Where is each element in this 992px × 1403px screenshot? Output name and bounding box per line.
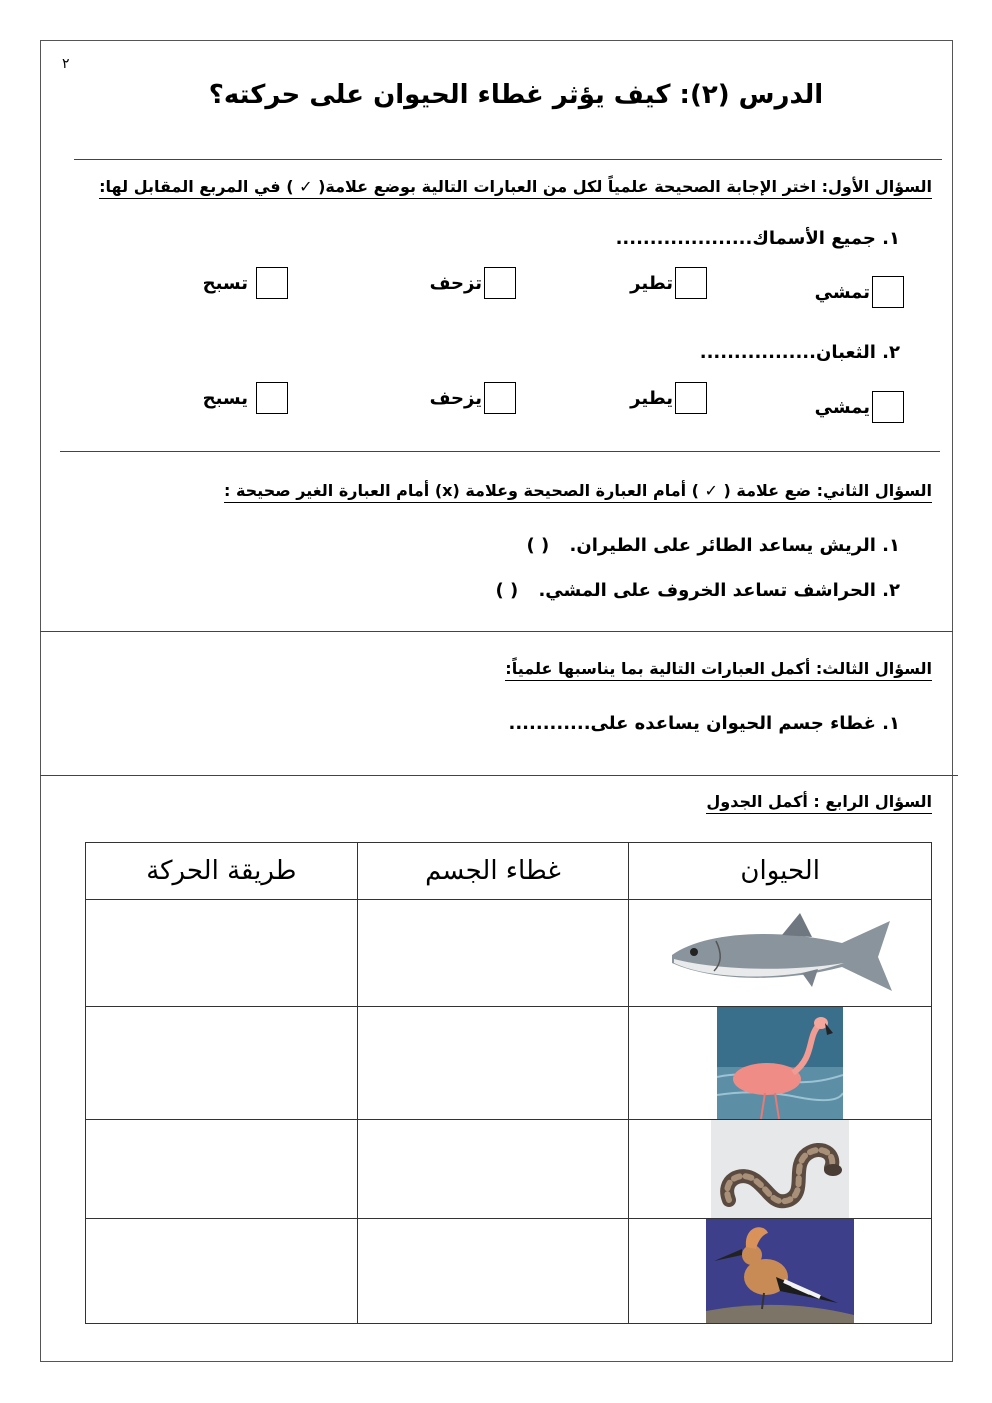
q1-item-1-option-1[interactable] (815, 276, 904, 308)
q1-heading (99, 177, 932, 199)
body-covering-cell[interactable] (357, 1007, 629, 1120)
q2-instruction: : ضع علامة ( ✓ ) أمام العبارة الصحيحة وعلامة (x) أمام العبارة الغير صحيحة : (223, 481, 824, 500)
q1-item-2-option-4[interactable] (203, 382, 288, 414)
divider (40, 631, 953, 632)
header-movement: طريقة الحركة (86, 843, 358, 900)
q3-heading (505, 659, 932, 681)
table-header-row (86, 843, 932, 900)
page-title: الدرس (٢): كيف يؤثر غطاء الحيوان على حركته؟ (208, 80, 824, 110)
option-label: تطير (630, 272, 673, 294)
option-label: يزحف (429, 387, 482, 409)
table-row (86, 900, 932, 1007)
option-label: تمشي (814, 281, 870, 303)
q4-label: السؤال الرابع (825, 792, 932, 811)
flamingo-image (629, 1007, 932, 1120)
movement-cell[interactable] (86, 1219, 358, 1324)
body-covering-cell[interactable] (357, 900, 629, 1007)
fish-image (629, 900, 932, 1007)
q1-item-1: ١. جميع الأسماك.................... (615, 228, 900, 249)
statement: ٢. الحراشف تساعد الخروف على المشي. (538, 580, 900, 601)
checkbox[interactable] (484, 382, 516, 414)
table-row (86, 1007, 932, 1120)
checkbox[interactable] (484, 267, 516, 299)
movement-cell[interactable] (86, 1120, 358, 1219)
body-covering-cell[interactable] (357, 1120, 629, 1219)
header-animal: الحيوان (629, 843, 932, 900)
q1-item-1-option-2[interactable] (630, 267, 707, 299)
option-label: يسبح (202, 387, 248, 409)
q2-label: السؤال الثاني (823, 481, 932, 500)
hoopoe-image (629, 1219, 932, 1324)
q1-item-2: ٢. الثعبان................. (699, 342, 900, 363)
snake-image (629, 1120, 932, 1219)
header-body-covering: غطاء الجسم (357, 843, 629, 900)
q1-item-2-option-2[interactable] (630, 382, 707, 414)
option-label: يطير (630, 387, 673, 409)
q1-item-1-option-3[interactable] (430, 267, 516, 299)
statement: ١. الريش يساعد الطائر على الطيران. (569, 535, 900, 556)
page-number: ٢ (62, 56, 70, 72)
movement-cell[interactable] (86, 900, 358, 1007)
animals-table (85, 842, 932, 1324)
checkbox[interactable] (256, 382, 288, 414)
checkbox[interactable] (872, 391, 904, 423)
body-covering-cell[interactable] (357, 1219, 629, 1324)
q1-item-2-option-1[interactable] (815, 391, 904, 423)
q1-instruction: : اختر الإجابة الصحيحة علمياً لكل من العبارات التالية بوضع علامة( ✓ ) في المربع المقابل لها: (99, 177, 829, 196)
divider (74, 159, 942, 160)
table-row (86, 1120, 932, 1219)
q2-item-1 (527, 535, 900, 556)
q1-item-2-option-3[interactable] (430, 382, 516, 414)
q2-heading (224, 481, 932, 503)
divider (60, 451, 940, 452)
divider (40, 775, 958, 776)
q3-item-1: ١. غطاء جسم الحيوان يساعده على............ (508, 713, 900, 734)
option-label: يمشي (814, 396, 870, 418)
checkbox[interactable] (872, 276, 904, 308)
answer-blank[interactable]: ( ) (495, 580, 519, 601)
q2-item-2 (495, 580, 900, 601)
checkbox[interactable] (675, 267, 707, 299)
q4-instruction: : أكمل الجدول (706, 792, 826, 811)
q1-label: السؤال الأول (828, 177, 932, 196)
checkbox[interactable] (675, 382, 707, 414)
q1-item-1-option-4[interactable] (203, 267, 288, 299)
answer-blank[interactable]: ( ) (526, 535, 550, 556)
q4-heading (706, 792, 932, 814)
table-row (86, 1219, 932, 1324)
option-label: تزحف (429, 272, 482, 294)
checkbox[interactable] (256, 267, 288, 299)
movement-cell[interactable] (86, 1007, 358, 1120)
q3-label: السؤال الثالث (822, 659, 932, 678)
option-label: تسبح (202, 272, 248, 294)
q3-instruction: : أكمل العبارات التالية بما يناسبها علمياً: (505, 659, 823, 678)
